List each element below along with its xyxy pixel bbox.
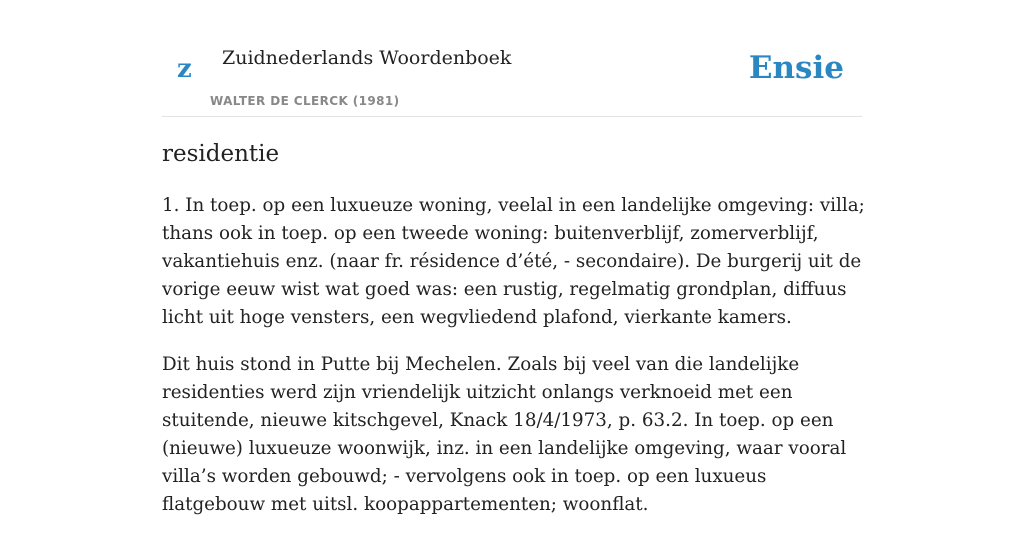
dictionary-author: WALTER DE CLERCK (1981) [210, 94, 400, 108]
dictionary-title[interactable]: Zuidnederlands Woordenboek [222, 47, 512, 69]
definition-paragraph-2: Dit huis stond in Putte bij Mechelen. Zoals bij veel van die landelijke residenties werd zijn vriendelijk uitzicht onlangs verknoeid met een stuitende, nieuwe kitschgevel, Knack 18/4/1973, p. 63.2. In toep. op een (nieuwe) luxueuze woonwijk, inz. in een landelijke omgeving, waar vooral villa’s worden gebouwd; - vervolgens ook in toep. op een luxueus flatgebouw met uitsl. koopappartementen; woonflat. [162, 354, 847, 515]
ensie-brand-logo[interactable]: Ensie [748, 50, 844, 86]
entry-headword: residentie [162, 141, 280, 167]
definition-paragraph-1: 1. In toep. op een luxueuze woning, veelal in een landelijke omgeving: villa; thans ook in toep. op een tweede woning: buitenverblijf, zomerverblijf, vakantiehuis enz. (naar fr. résidence d’été, - secondaire). De burgerij uit de vorige eeuw wist wat goed was: een rustig, regelmatig grondplan, diffuus licht uit hoge vensters, een wegvliedend plafond, vierkante kamers. [162, 195, 865, 328]
dictionary-header [162, 0, 862, 117]
entry-definition [162, 192, 867, 538]
dictionary-logo[interactable]: z [177, 54, 192, 84]
